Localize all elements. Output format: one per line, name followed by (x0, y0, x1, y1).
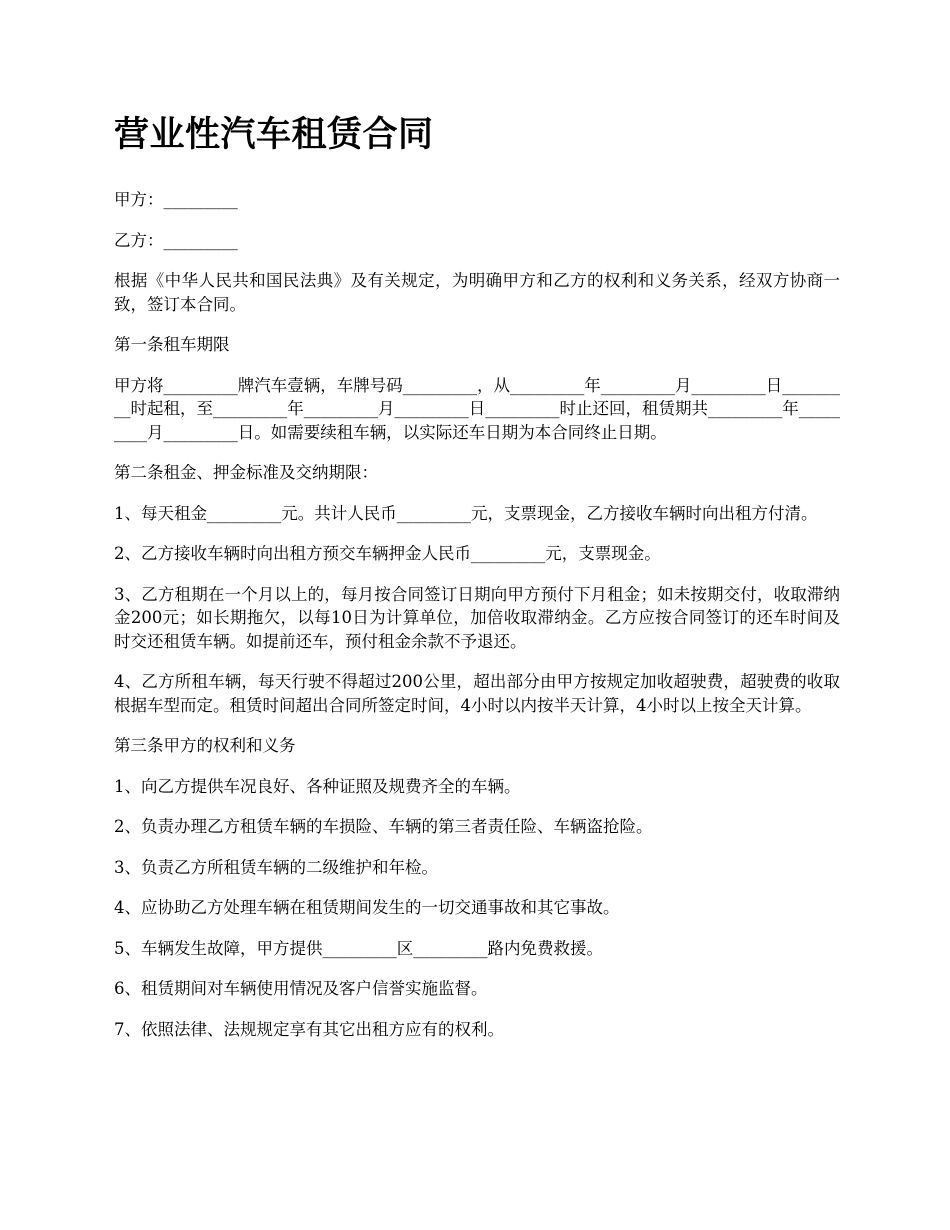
party-b-line: 乙方：_________ (114, 230, 238, 250)
article-1-heading: 第一条租车期限 (114, 335, 230, 354)
party-a-line: 甲方：_________ (114, 190, 238, 209)
document-title: 营业性汽车租赁合同 (114, 115, 434, 155)
article-2-heading: 第二条租金、押金标准及交纳期限： (114, 463, 378, 482)
preamble-paragraph: 根据《中华人民共和国民法典》及有关规定，为明确甲方和乙方的权利和义务关系，经双方协商一致，签订本合同。 (114, 271, 840, 314)
article-3-item-7: 7、依照法律、法规规定享有其它出租方应有的权利。 (114, 1019, 504, 1039)
article-3-item-2: 2、负责办理乙方租赁车辆的车损险、车辆的第三者责任险、车辆盗抢险。 (114, 817, 653, 836)
article-3-heading: 第三条甲方的权利和义务 (114, 736, 296, 755)
article-2-item-4: 4、乙方所租车辆，每天行驶不得超过200公里，超出部分由甲方按规定加收超驶费，超驶费的收取根据车型而定。租赁时间超出合同所签定时间，4小时以内按半天计算，4小时以上按全天计算。 (114, 672, 840, 715)
article-2-item-1: 1、每天租金_________元。共计人民币_________元，支票现金，乙方接收车辆时向出租方付清。 (114, 503, 818, 523)
article-2-item-2: 2、乙方接收车辆时向出租方预交车辆押金人民币_________元，支票现金。 (114, 544, 661, 563)
article-3-item-3: 3、负责乙方所租赁车辆的二级维护和年检。 (114, 857, 438, 877)
article-3-item-5: 5、车辆发生故障，甲方提供_________区_________路内免费救援。 (114, 938, 603, 958)
article-3-item-4: 4、应协助乙方处理车辆在租赁期间发生的一切交通事故和其它事故。 (114, 898, 620, 917)
document-body (114, 112, 840, 1058)
article-1-body: 甲方将_________牌汽车壹辆，车牌号码_________，从_________年_________月_________日_________时起租，至_________年_________月_________日_________时止还回，租赁期共_________年_________月_________日。如需要续租车辆，以实际还车日期为本合同终止日期。 (114, 375, 840, 442)
article-2-item-3: 3、乙方租期在一个月以上的，每月按合同签订日期向甲方预付下月租金；如未按期交付，收取滞纳金200元；如长期拖欠，以每10日为计算单位，加倍收取滞纳金。乙方应按合同签订的还车时间及时交还租赁车辆。如提前还车，预付租金余款不予退还。 (114, 584, 840, 651)
article-3-item-1: 1、向乙方提供车况良好、各种证照及规费齐全的车辆。 (114, 776, 521, 796)
article-3-item-6: 6、租赁期间对车辆使用情况及客户信誉实施监督。 (114, 979, 488, 998)
